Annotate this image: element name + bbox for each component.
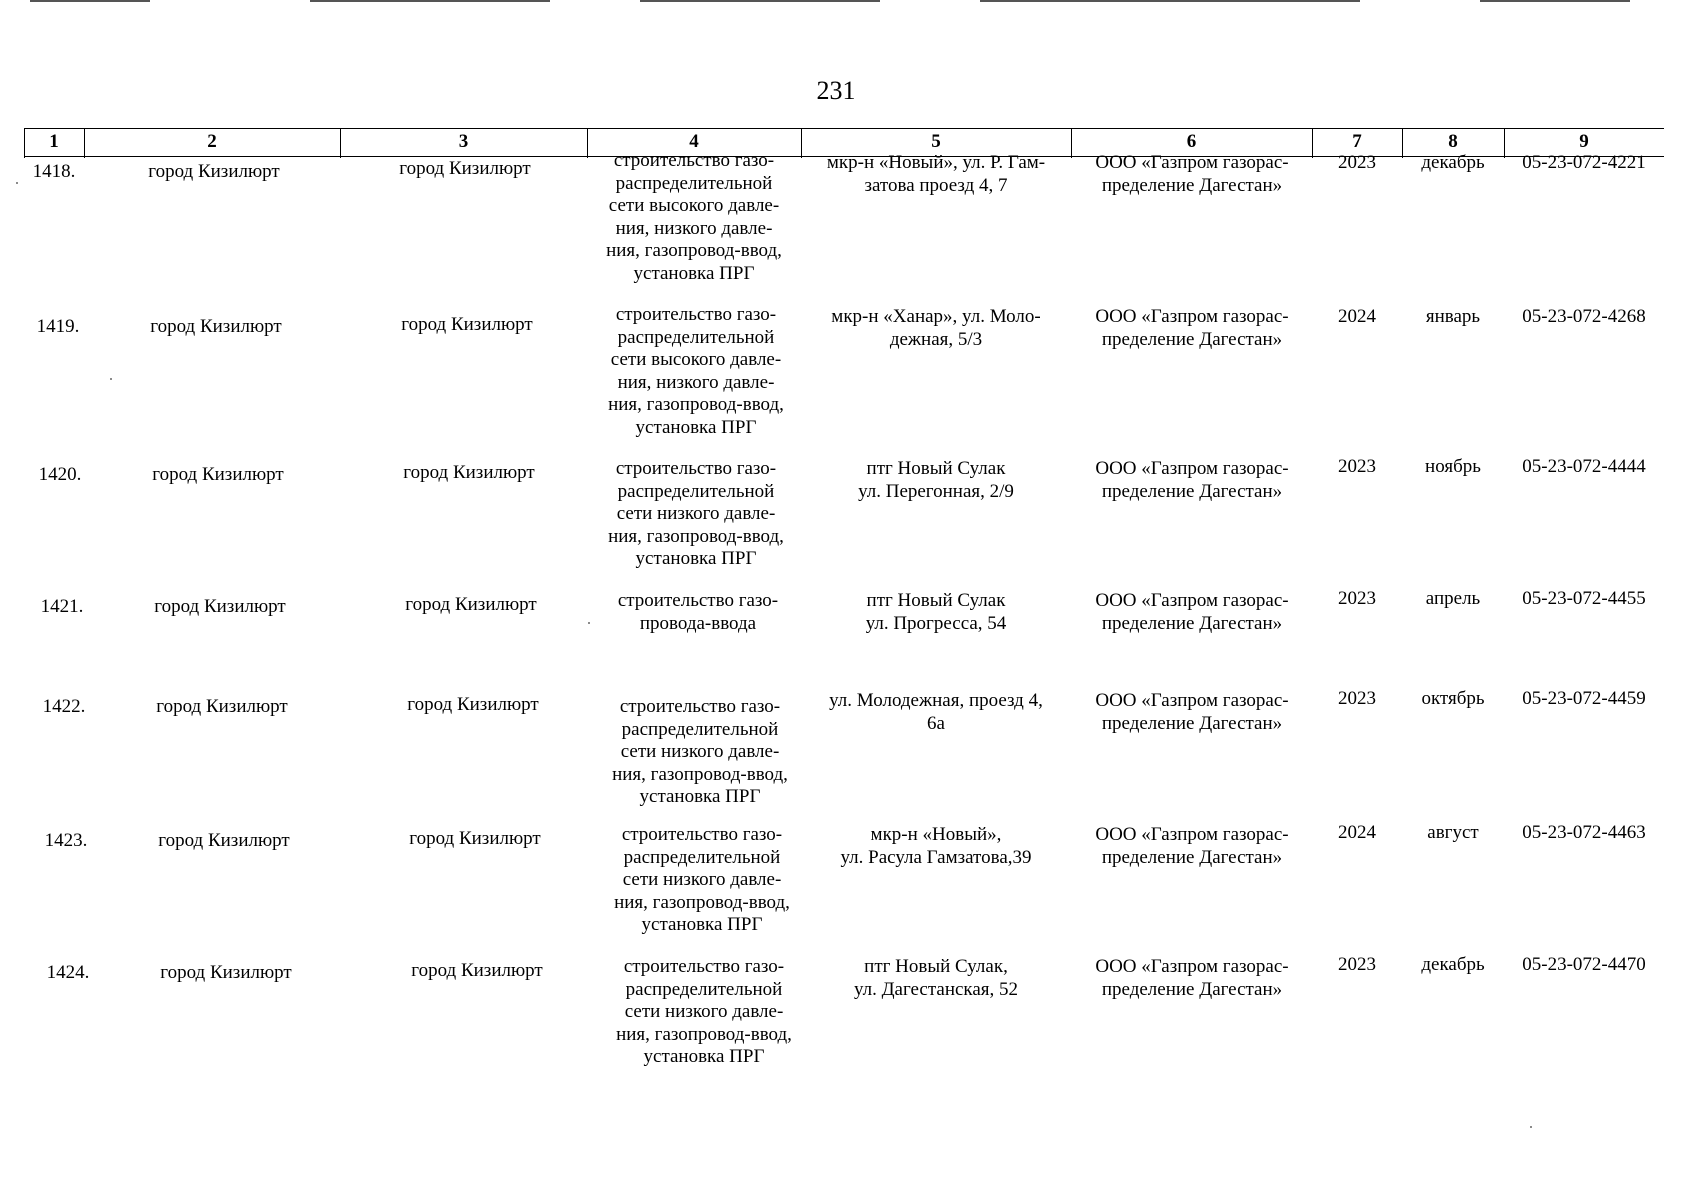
page-number: 231	[816, 76, 856, 105]
settlement-cell: город Кизилюрт	[399, 158, 531, 179]
locality-cell: город Кизилюрт	[152, 464, 284, 485]
locality-cell: город Кизилюрт	[158, 830, 290, 851]
work-description-cell: строительство газо- распределительной сети низкого давле- ния, газопровод-ввод, установка ПРГ	[612, 696, 788, 807]
address-cell: мкр-н «Ханар», ул. Моло- дежная, 5/3	[831, 306, 1041, 350]
column-header: 1	[49, 131, 59, 152]
scan-edge-line	[640, 0, 880, 2]
scan-edge-line	[1480, 0, 1630, 2]
work-description-cell: строительство газо- распределительной сети низкого давле- ния, газопровод-ввод, установка ПРГ	[614, 824, 790, 935]
permit-code-cell: 05-23-072-4470	[1522, 954, 1646, 975]
scan-speck	[1530, 1126, 1532, 1128]
row-number: 1422.	[42, 696, 86, 717]
month-cell: декабрь	[1421, 152, 1485, 173]
header-top-rule	[24, 128, 1664, 129]
work-description-cell: строительство газо- распределительной сети высокого давле- ния, низкого давле- ния, газопровод-ввод, установка ПРГ	[608, 304, 784, 438]
column-header: 2	[207, 131, 217, 152]
settlement-cell: город Кизилюрт	[409, 828, 541, 849]
column-header: 4	[689, 131, 699, 152]
column-header: 8	[1448, 131, 1458, 152]
address-cell: мкр-н «Новый», ул. Р. Гам- затова проезд 4, 7	[826, 152, 1046, 196]
locality-cell: город Кизилюрт	[156, 696, 288, 717]
settlement-cell: город Кизилюрт	[407, 694, 539, 715]
work-description-cell: строительство газо- распределительной сети высокого давле- ния, низкого давле- ния, газопровод-ввод, установка ПРГ	[606, 150, 782, 284]
locality-cell: город Кизилюрт	[154, 596, 286, 617]
data-table	[24, 128, 1664, 1067]
organization-cell: ООО «Газпром газорас- пределение Дагестан»	[1095, 824, 1289, 868]
month-cell: декабрь	[1421, 954, 1485, 975]
row-number: 1423.	[44, 830, 88, 851]
settlement-cell: город Кизилюрт	[405, 594, 537, 615]
settlement-cell: город Кизилюрт	[403, 462, 535, 483]
work-description-cell: строительство газо- распределительной сети низкого давле- ния, газопровод-ввод, установка ПРГ	[608, 458, 784, 569]
month-cell: октябрь	[1421, 688, 1485, 709]
year-cell: 2024	[1338, 306, 1376, 327]
address-cell: птг Новый Сулак, ул. Дагестанская, 52	[853, 956, 1019, 1000]
month-cell: январь	[1425, 306, 1481, 327]
month-cell: ноябрь	[1425, 456, 1481, 477]
year-cell: 2023	[1338, 954, 1376, 975]
organization-cell: ООО «Газпром газорас- пределение Дагестан»	[1095, 306, 1289, 350]
organization-cell: ООО «Газпром газорас- пределение Дагестан»	[1095, 690, 1289, 734]
work-description-cell: строительство газо- распределительной сети низкого давле- ния, газопровод-ввод, установка ПРГ	[616, 956, 792, 1067]
month-cell: август	[1427, 822, 1479, 843]
row-number: 1419.	[36, 316, 80, 337]
permit-code-cell: 05-23-072-4459	[1522, 688, 1646, 709]
organization-cell: ООО «Газпром газорас- пределение Дагестан»	[1095, 590, 1289, 634]
organization-cell: ООО «Газпром газорас- пределение Дагестан»	[1095, 152, 1289, 196]
organization-cell: ООО «Газпром газорас- пределение Дагестан»	[1095, 458, 1289, 502]
permit-code-cell: 05-23-072-4444	[1522, 456, 1646, 477]
address-cell: птг Новый Сулак ул. Перегонная, 2/9	[858, 458, 1014, 502]
year-cell: 2024	[1338, 822, 1376, 843]
settlement-cell: город Кизилюрт	[401, 314, 533, 335]
month-cell: апрель	[1425, 588, 1481, 609]
scan-speck	[588, 622, 590, 624]
scan-edge-line	[30, 0, 150, 2]
column-header: 9	[1579, 131, 1589, 152]
locality-cell: город Кизилюрт	[150, 316, 282, 337]
column-header: 6	[1186, 131, 1197, 152]
settlement-cell: город Кизилюрт	[411, 960, 543, 981]
work-description-cell: строительство газо- провода-ввода	[617, 590, 779, 634]
locality-cell: город Кизилюрт	[160, 962, 292, 983]
permit-code-cell: 05-23-072-4268	[1522, 306, 1646, 327]
year-cell: 2023	[1338, 456, 1376, 477]
year-cell: 2023	[1338, 588, 1376, 609]
scan-speck	[110, 378, 112, 380]
scan-edge-line	[980, 0, 1360, 2]
column-header: 7	[1352, 131, 1362, 152]
organization-cell: ООО «Газпром газорас- пределение Дагестан»	[1095, 956, 1289, 1000]
row-number: 1424.	[46, 962, 90, 983]
scan-speck	[16, 182, 18, 184]
scan-edge-line	[310, 0, 550, 2]
address-cell: мкр-н «Новый», ул. Расула Гамзатова,39	[840, 824, 1032, 868]
year-cell: 2023	[1338, 688, 1376, 709]
column-header: 5	[931, 131, 941, 152]
permit-code-cell: 05-23-072-4221	[1522, 152, 1646, 173]
row-number: 1420.	[38, 464, 82, 485]
address-cell: ул. Молодежная, проезд 4, 6а	[829, 690, 1043, 734]
locality-cell: город Кизилюрт	[148, 161, 280, 182]
address-cell: птг Новый Сулак ул. Прогресса, 54	[865, 590, 1007, 634]
year-cell: 2023	[1338, 152, 1376, 173]
permit-code-cell: 05-23-072-4463	[1522, 822, 1646, 843]
permit-code-cell: 05-23-072-4455	[1522, 588, 1646, 609]
row-number: 1418.	[32, 161, 76, 182]
row-number: 1421.	[40, 596, 84, 617]
column-header: 3	[458, 131, 469, 152]
